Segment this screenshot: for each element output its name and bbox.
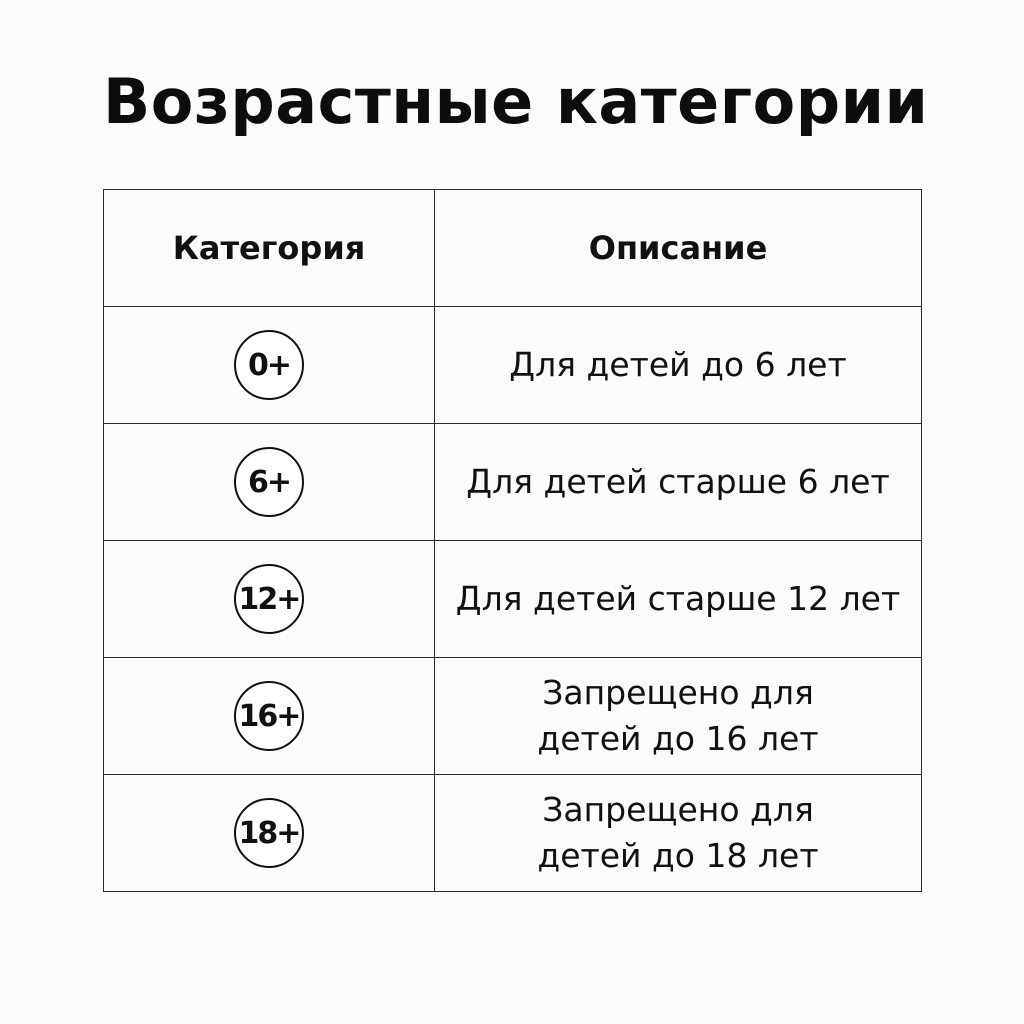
description-cell — [435, 775, 922, 892]
age-rating-badge: 12+ — [234, 564, 304, 634]
category-cell — [104, 424, 435, 541]
category-cell — [104, 307, 435, 424]
page-title: Возрастные категории — [103, 65, 929, 138]
age-rating-badge: 0+ — [234, 330, 304, 400]
category-cell — [104, 658, 435, 775]
table-row — [104, 658, 922, 775]
description-text: Запрещено для детей до 16 лет — [537, 673, 819, 758]
description-cell — [435, 658, 922, 775]
description-text: Для детей старше 6 лет — [466, 462, 890, 501]
description-cell — [435, 541, 922, 658]
description-cell — [435, 307, 922, 424]
category-cell — [104, 775, 435, 892]
description-text: Для детей старше 12 лет — [455, 579, 901, 618]
age-rating-badge: 6+ — [234, 447, 304, 517]
table-row — [104, 307, 922, 424]
column-header-description: Описание — [435, 190, 922, 307]
age-rating-badge: 16+ — [234, 681, 304, 751]
age-ratings-table — [103, 189, 922, 892]
table-row — [104, 775, 922, 892]
column-header-category: Категория — [104, 190, 435, 307]
table-row — [104, 541, 922, 658]
table-row — [104, 424, 922, 541]
age-rating-badge: 18+ — [234, 798, 304, 868]
category-cell — [104, 541, 435, 658]
description-text: Для детей до 6 лет — [509, 345, 847, 384]
table-header-row — [104, 190, 922, 307]
description-cell — [435, 424, 922, 541]
description-text: Запрещено для детей до 18 лет — [537, 790, 819, 875]
